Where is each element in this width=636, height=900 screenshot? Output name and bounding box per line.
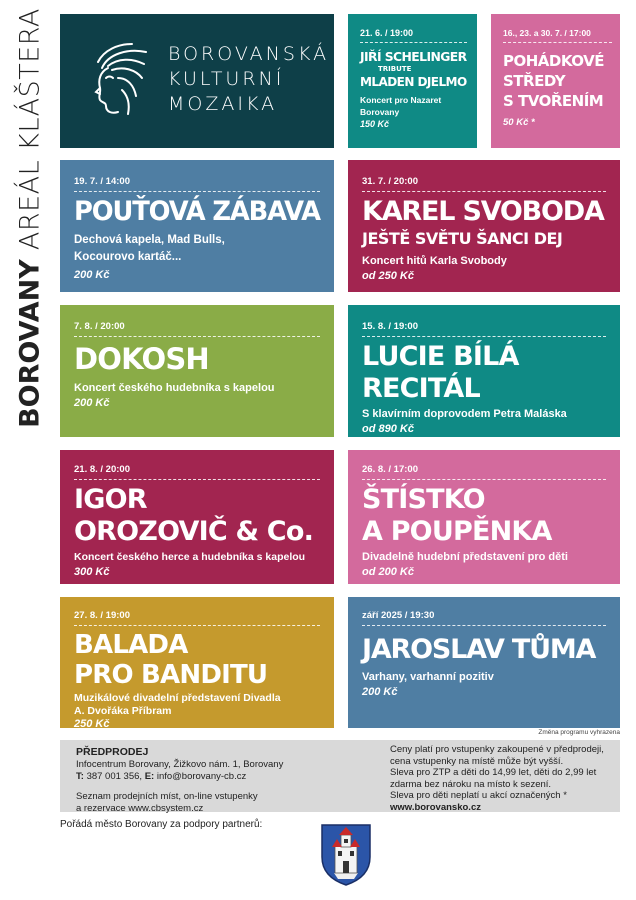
event-description: Borovany bbox=[360, 107, 400, 117]
logo-line-3: MOZAIKA bbox=[168, 93, 278, 115]
presale-info-box bbox=[60, 740, 620, 812]
presale-heading: PŘEDPRODEJ bbox=[76, 746, 149, 758]
event-description: Koncert pro Nazaret bbox=[360, 95, 442, 105]
event-description: Koncert českého hudebníka s kapelou bbox=[74, 382, 275, 394]
event-description: Muzikálové divadelní představení Divadla bbox=[74, 692, 281, 704]
event-tile-schelinger bbox=[348, 14, 477, 148]
logo-line-2: KULTURNÍ bbox=[168, 68, 285, 90]
event-price: 200 Kč bbox=[74, 269, 110, 281]
event-title-sub: JEŠTĚ SVĚTU ŠANCI DEJ bbox=[362, 229, 563, 248]
event-description: Dechová kapela, Mad Bulls, bbox=[74, 234, 225, 246]
presale-contacts bbox=[76, 771, 283, 783]
event-title: JAROSLAV TŮMA bbox=[362, 634, 596, 665]
event-date: 21. 8. / 20:00 bbox=[74, 464, 320, 480]
event-date: 16., 23. a 30. 7. / 17:00 bbox=[503, 28, 612, 43]
event-title: S TVOŘENÍM bbox=[503, 92, 604, 110]
event-title: DOKOSH bbox=[74, 342, 209, 376]
event-price: 250 Kč bbox=[74, 718, 110, 728]
event-title: ŠTÍSTKO bbox=[362, 484, 485, 515]
event-title: KAREL SVOBODA bbox=[362, 196, 604, 227]
event-price: 50 Kč * bbox=[503, 117, 535, 128]
event-title: BALADA bbox=[74, 630, 188, 660]
event-tile-pohadkove-stredy bbox=[491, 14, 620, 148]
borovany-coat-of-arms-icon bbox=[318, 821, 374, 887]
event-title: STŘEDY bbox=[503, 72, 566, 90]
side-title-venue: AREÁL KLÁŠTERA bbox=[14, 8, 46, 251]
event-date: 7. 8. / 20:00 bbox=[74, 321, 320, 337]
event-date: 21. 6. / 19:00 bbox=[360, 28, 467, 43]
price-note: zdarma bez nároku na místo k sezení. bbox=[390, 778, 552, 790]
event-title: IGOR bbox=[74, 484, 147, 515]
event-title: A POUPĚNKA bbox=[362, 516, 552, 547]
event-date: 31. 7. / 20:00 bbox=[362, 176, 606, 192]
event-title-sub: TRIBUTE bbox=[378, 65, 412, 73]
event-price: 300 Kč bbox=[74, 566, 110, 578]
event-title: LUCIE BÍLÁ bbox=[362, 341, 519, 372]
price-note: cena vstupenky na místě může být vyšší. bbox=[390, 755, 564, 767]
phone-number: 387 001 356, bbox=[86, 770, 143, 782]
logo-tile bbox=[60, 14, 334, 148]
event-title: JIŘÍ SCHELINGER bbox=[360, 49, 467, 64]
side-title bbox=[8, 8, 52, 428]
event-price: od 200 Kč bbox=[362, 566, 414, 578]
event-price: 150 Kč bbox=[360, 119, 390, 129]
face-logo-icon bbox=[78, 38, 152, 128]
event-tile-lucie-bila bbox=[348, 305, 620, 437]
event-tile-stistko-a-poupenka bbox=[348, 450, 620, 584]
phone-label: T: bbox=[76, 770, 84, 782]
presale-address: Infocentrum Borovany, Žižkovo nám. 1, Borovany bbox=[76, 759, 284, 770]
event-date: září 2025 / 19:30 bbox=[362, 610, 606, 626]
presale-online-info: Seznam prodejních míst, on-line vstupenky bbox=[76, 791, 258, 802]
event-title: POHÁDKOVÉ bbox=[503, 52, 605, 70]
event-title: RECITÁL bbox=[362, 373, 480, 404]
event-description: Koncert hitů Karla Svobody bbox=[362, 255, 507, 267]
price-note: Sleva pro ZTP a děti do 14,99 let, děti do 2,99 let bbox=[390, 767, 597, 778]
event-date: 19. 7. / 14:00 bbox=[74, 176, 320, 192]
event-date: 15. 8. / 19:00 bbox=[362, 321, 606, 337]
event-price: od 890 Kč bbox=[362, 423, 414, 435]
price-note: Ceny platí pro vstupenky zakoupené v předprodeji, bbox=[390, 744, 604, 755]
event-description: A. Dvořáka Příbram bbox=[74, 705, 172, 717]
event-tile-poutova-zabava bbox=[60, 160, 334, 292]
event-tile-dokosh bbox=[60, 305, 334, 437]
event-description: Kocourovo kartáč... bbox=[74, 251, 182, 263]
price-conditions bbox=[390, 744, 615, 813]
presale-online-link: a rezervace www.cbsystem.cz bbox=[76, 802, 204, 814]
price-note: Sleva pro děti neplatí u akcí označených * bbox=[390, 790, 567, 801]
event-date: 27. 8. / 19:00 bbox=[74, 610, 320, 626]
website-link: www.borovansko.cz bbox=[390, 801, 481, 813]
event-tile-balada-pro-banditu bbox=[60, 597, 334, 728]
event-tile-jaroslav-tuma bbox=[348, 597, 620, 728]
event-description: Varhany, varhanní pozitiv bbox=[362, 671, 494, 683]
event-date: 26. 8. / 17:00 bbox=[362, 464, 606, 480]
event-price: od 250 Kč bbox=[362, 270, 414, 282]
presale-contact bbox=[76, 746, 283, 814]
event-price: 200 Kč bbox=[74, 397, 110, 409]
logo-line-1: BOROVANSKÁ bbox=[168, 43, 330, 65]
logo-wordmark bbox=[168, 42, 329, 117]
email-address: info@borovany-cb.cz bbox=[156, 770, 247, 782]
event-description: S klavírním doprovodem Petra Maláska bbox=[362, 408, 567, 420]
event-description: Divadelně hudební představení pro děti bbox=[362, 551, 568, 563]
event-tile-karel-svoboda bbox=[348, 160, 620, 292]
event-tile-igor-orozovic bbox=[60, 450, 334, 584]
event-title: POUŤOVÁ ZÁBAVA bbox=[74, 196, 320, 227]
event-description: Koncert českého herce a hudebníka s kapelou bbox=[74, 551, 306, 563]
event-price: 200 Kč bbox=[362, 686, 398, 698]
program-change-note: Změna programu vyhrazena bbox=[538, 729, 620, 736]
email-label: E: bbox=[144, 770, 155, 782]
organizer-text: Pořádá město Borovany za podpory partnerů: bbox=[60, 819, 263, 830]
event-title: MLADEN DJELMO bbox=[360, 74, 467, 89]
side-title-town: BOROVANY bbox=[14, 259, 46, 428]
event-title: OROZOVIČ & Co. bbox=[74, 516, 314, 547]
event-title: PRO BANDITU bbox=[74, 660, 268, 690]
